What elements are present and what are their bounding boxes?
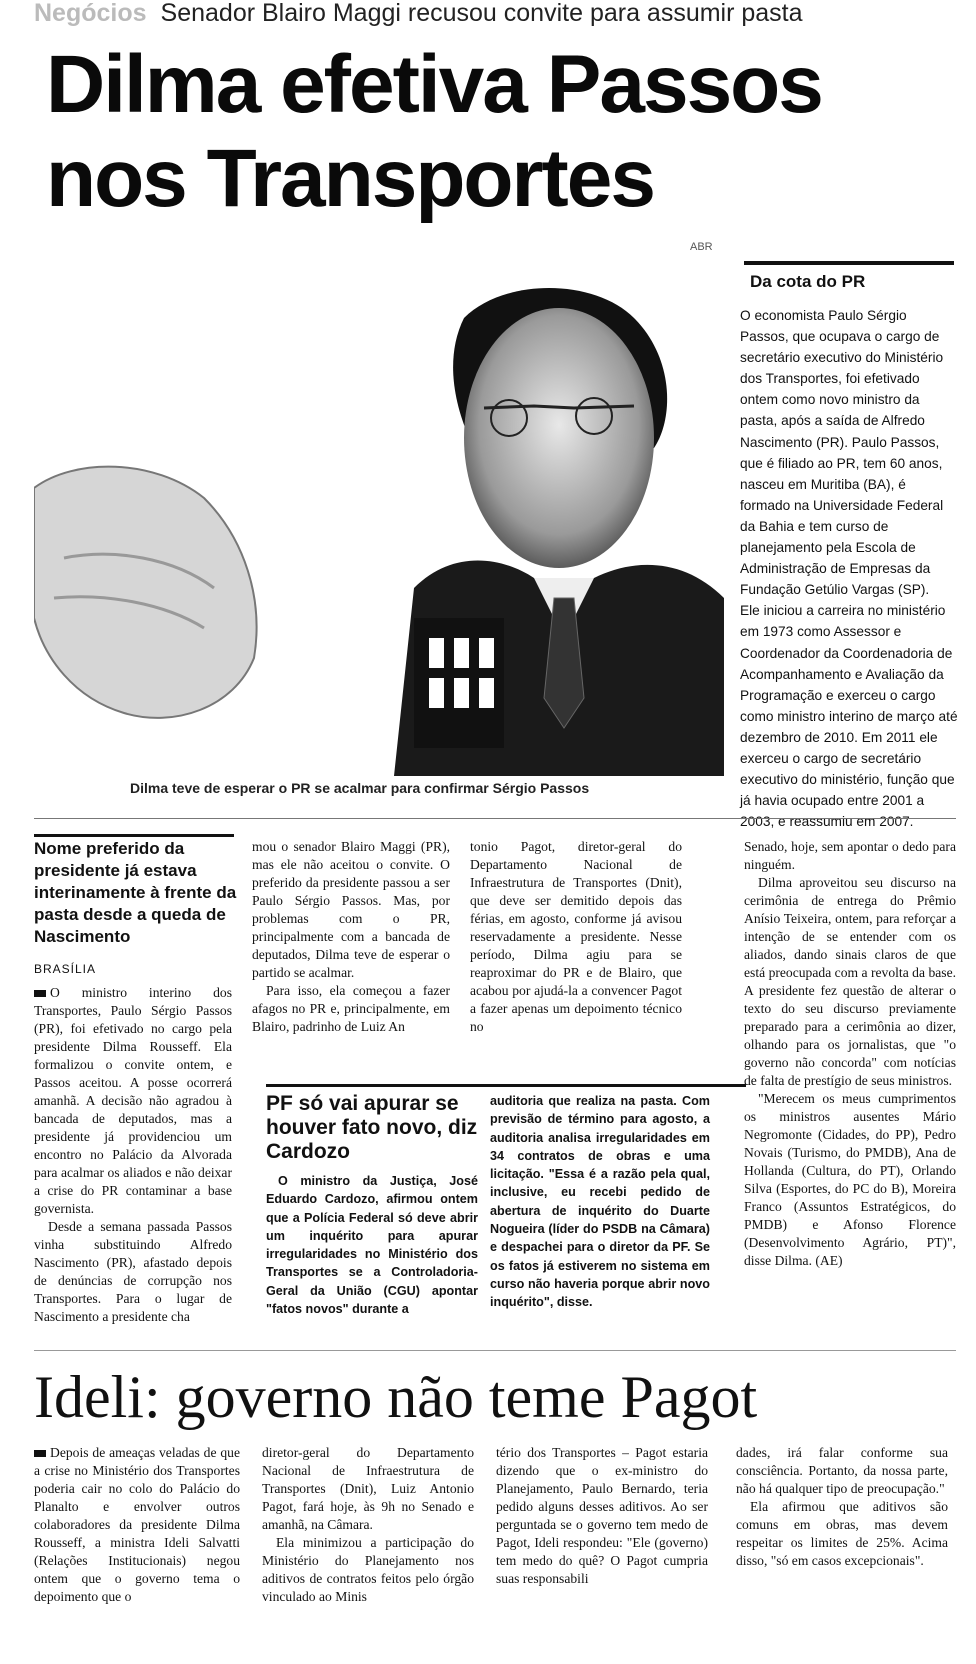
paragraph: auditoria que realiza na pasta. Com previsão de término para agosto, a auditoria analisa irregularidades em 34 contratos de obras e uma licitação. "Essa é a razão pela qual, inclusive, eu recebi pedido de abertura de inquérito do Duarte Nogueira (líder do PSDB na Câmara) e despachei para o diretor da PF. Se os fatos já estiverem no sistema em curso não haveria porque abrir novo inquérito", disse. (490, 1094, 710, 1310)
second-column-2 (262, 1444, 474, 1606)
article-column-4 (744, 838, 956, 1270)
bullet-icon (34, 990, 46, 997)
sidebar-paragraph: O economista Paulo Sérgio Passos, que ocupava o cargo de secretário executivo do Ministério dos Transportes, foi efetivado ontem como novo ministro da pasta, após a saída de Alfredo Nascimento (PR). Paulo Passos, que é filiado ao PR, tem 60 anos, nasceu em Muritiba (BA), é formado na Universidade Federal da Bahia e tem curso de planejamento pela Escola de Administração de Empresas da Fundação Getúlio Vargas (SP). (740, 308, 944, 598)
photo-credit: ABR (690, 241, 713, 253)
section-label: Negócios (34, 0, 147, 26)
divider (34, 818, 956, 819)
paragraph: O ministro interino dos Transportes, Paulo Sérgio Passos (PR), foi efetivado no cargo pela presidente Dilma Rousseff. Ela formalizou o convite ontem, e Passos aceitou. A posse ocorrerá amanhã. A decisão não agradou à bancada de deputados, mas a presidente já providenciou um encontro no Palácio da Alvorada para acalmar os aliados e não deixar a crise do PR contaminar a base governista. (34, 985, 232, 1216)
article-deck: Nome preferido da presidente já estava interinamente à frente da pasta desde a queda de Nascimento (34, 839, 237, 946)
box-column-2 (490, 1092, 710, 1312)
bullet-icon (34, 1450, 46, 1457)
sidebar-title: Da cota do PR (750, 272, 866, 291)
paragraph: dades, irá falar conforme sua consciência. Portanto, da nossa parte, não há qualquer tipo de preocupação." (736, 1445, 948, 1496)
paragraph: tonio Pagot, diretor-geral do Departamento Nacional de Infraestrutura de Transportes (Dnit), que deve ser demitido depois das férias, em agosto, conforme já avisou reservadamente a presidente. Nesse período, Dilma agiu para se reaproximar do PR e de Blairo, que acabou por ajudá-la a convencer Pagot a fazer apenas um depoimento técnico no (470, 839, 682, 1034)
paragraph: Para isso, ela começou a fazer afagos no PR e, principalmente, em Blairo, padrinho de Luiz An (252, 983, 450, 1034)
paragraph: Depois de ameaças veladas de que a crise no Ministério dos Transportes poderia cair no colo do Palácio do Planalto e envolver outros colaboradores da presidente Dilma Rousseff, a ministra Ideli Salvatti (Relações Institucionais) negou ontem que o governo tema o depoimento que o (34, 1445, 240, 1604)
face-shape (464, 308, 654, 568)
divider (34, 1350, 956, 1351)
news-photo (34, 258, 724, 776)
paragraph: tério dos Transportes – Pagot estaria dizendo que o ex-ministro do Planejamento, Paulo Bernardo, teria pedido alguns desses aditivos. Ao ser perguntada se o governo tem medo de Pagot, Ideli respondeu: "Ele (governo) tem medo do quê? O Pagot cumpria suas responsabili (496, 1445, 708, 1586)
box-column-1 (266, 1172, 478, 1318)
article-column-2 (252, 838, 450, 1036)
box-rule (266, 1084, 746, 1087)
second-column-1 (34, 1444, 240, 1606)
paragraph: Ela afirmou que aditivos são comuns em obras, mas devem respeitar os limites de 25%. Acima disso, "só em casos excepcionais". (736, 1499, 948, 1568)
deck-rule (34, 834, 234, 837)
paragraph: Dilma aproveitou seu discurso na cerimônia de entrega do Prêmio Anísio Teixeira, ontem, para reforçar a intenção de se entender com os aliados, dando sinais claros de que está preocupada com a revolta da base. A presidente fez questão de alterar o texto do seu discurso previamente preparado para a cerimônia ao dizer, olhando para os jornalistas, que "o governo não concorda" com notícias de falta de prestígio de seus ministros. (744, 875, 956, 1088)
kicker-text: Senador Blairo Maggi recusou convite para assumir pasta (160, 0, 803, 26)
sidebar-body (740, 305, 958, 832)
second-headline: Ideli: governo não teme Pagot (34, 1364, 758, 1430)
kicker (34, 0, 974, 26)
sidebar-rule (744, 261, 954, 265)
box-headline: PF só vai apurar se houver fato novo, diz Cardozo (266, 1092, 478, 1163)
headline-line-2: nos Transportes (46, 133, 654, 224)
paragraph: Senado, hoje, sem apontar o dedo para ninguém. (744, 839, 956, 872)
headline-line-1: Dilma efetiva Passos (46, 39, 822, 130)
paragraph: "Merecem os meus cumprimentos os ministros ausentes Mário Negromonte (Cidades, do PP), Pedro Novais (Turismo, do PMDB), Ana de Hollanda (Cultura, do PT), Orlando Silva (Esportes, do PC do B), Moreira Franco (Assuntos Estratégicos, do PMDB) e Afonso Florence (Desenvolvimento Agrário, PT)", disse Dilma. (AE) (744, 1091, 956, 1268)
paragraph: Ela minimizou a participação do Ministério do Planejamento nos aditivos de contratos feitos pelo órgão vinculado ao Minis (262, 1535, 474, 1604)
paragraph: diretor-geral do Departamento Nacional de Infraestrutura de Transportes (Dnit), Luiz Antonio Pagot, fará hoje, às 9h no Senado e amanhã, na Câmara. (262, 1445, 474, 1532)
article-column-3 (470, 838, 682, 1036)
paragraph: mou o senador Blairo Maggi (PR), mas ele não aceitou o convite. O preferido da presidente passou a ser Paulo Sérgio Passos. Mas, por problemas com o PR, principalmente com a bancada de deputados, Dilma teve de esperar o partido se acalmar. (252, 839, 450, 980)
sidebar-paragraph: Ele iniciou a carreira no ministério em 1973 como Assessor e Coordenador da Coordenadoria de Acompanhamento e Avaliação da Programação e exerceu o cargo como ministro interino de março até dezembro de 2010. Em 2011 ele exerceu o cargo de secretário executivo do ministério, função que já havia ocupado entre 2001 a 2003, e reassumiu em 2007. (740, 603, 958, 830)
paragraph: Desde a semana passada Passos vinha substituindo Alfredo Nascimento (PR), afastado depois de denúncias de corrupção nos Transportes. Para o lugar de Nascimento a presidente cha (34, 1219, 232, 1324)
photo-caption: Dilma teve de esperar o PR se acalmar para confirmar Sérgio Passos (130, 780, 590, 796)
paragraph: O ministro da Justiça, José Eduardo Cardozo, afirmou ontem que a Polícia Federal só deve abrir um inquérito para apurar irregularidades no Ministério dos Transportes se a Controladoria-Geral da União (CGU) apontar "fatos novos" durante a (266, 1174, 478, 1317)
article-column-1 (34, 984, 232, 1326)
dateline: BRASÍLIA (34, 962, 97, 976)
main-headline (46, 38, 946, 226)
second-column-3 (496, 1444, 708, 1588)
second-column-4 (736, 1444, 948, 1570)
